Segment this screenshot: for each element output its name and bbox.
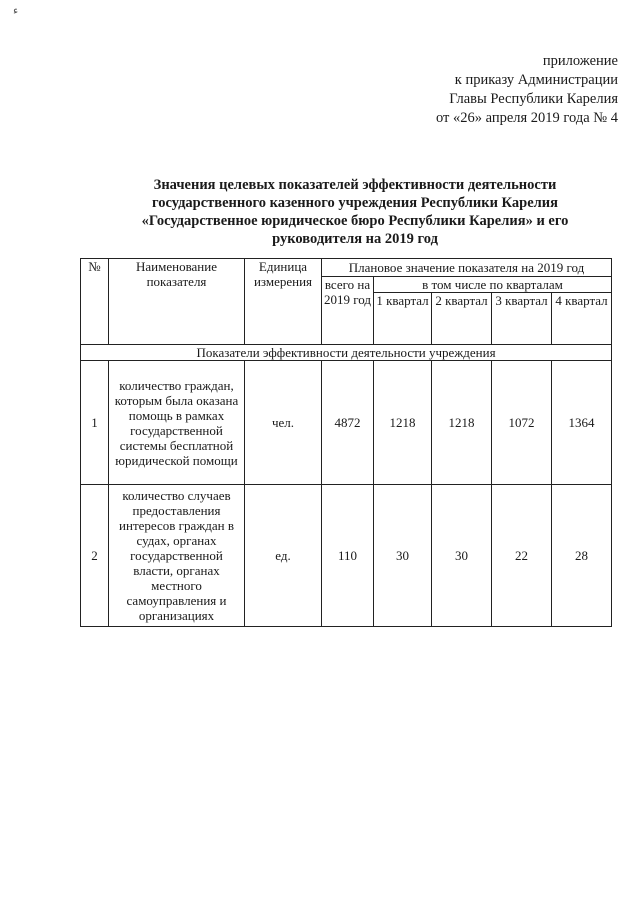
title-line-2: государственного казенного учреждения Республики Карелия	[152, 195, 558, 211]
appendix-line-3: Главы Республики Карелия	[449, 91, 618, 107]
row-q2: 1218	[432, 361, 492, 485]
row-num: 1	[81, 361, 109, 485]
row-indicator-name: количество граждан, которым была оказана помощь в рамках государственной системы бесплатной юридической помощи	[109, 361, 245, 485]
row-total: 110	[322, 485, 374, 627]
document-title	[100, 176, 610, 248]
corner-mark: ء	[13, 5, 19, 17]
appendix-line-1: приложение	[542, 53, 618, 69]
row-q1: 30	[374, 485, 432, 627]
title-line-3: «Государственное юридическое бюро Республики Карелия» и его	[141, 213, 569, 229]
row-indicator-name: количество случаев предоставления интересов граждан в судах, органах государственной власти, органах местного самоуправления и организациях	[109, 485, 245, 627]
title-line-4: руководителя на 2019 год	[272, 231, 438, 247]
header-plan: Плановое значение показателя на 2019 год	[322, 259, 612, 277]
title-line-1: Значения целевых показателей эффективности деятельности	[153, 177, 557, 193]
kpi-table	[80, 258, 612, 627]
appendix-line-2: к приказу Администрации	[454, 72, 618, 88]
row-q1: 1218	[374, 361, 432, 485]
header-q2: 2 квартал	[432, 293, 492, 345]
header-q4: 4 квартал	[552, 293, 612, 345]
row-q4: 1364	[552, 361, 612, 485]
header-by-quarter: в том числе по кварталам	[374, 277, 612, 293]
header-q3: 3 квартал	[492, 293, 552, 345]
row-q4: 28	[552, 485, 612, 627]
header-q1: 1 квартал	[374, 293, 432, 345]
row-num: 2	[81, 485, 109, 627]
table-row	[81, 361, 612, 485]
appendix-block	[436, 52, 618, 128]
header-name: Наименование показателя	[109, 259, 245, 345]
row-q3: 1072	[492, 361, 552, 485]
row-unit: чел.	[245, 361, 322, 485]
header-num: №	[81, 259, 109, 345]
header-total: всего на 2019 год	[322, 277, 374, 345]
row-unit: ед.	[245, 485, 322, 627]
appendix-line-4: от «26» апреля 2019 года № 4	[435, 110, 618, 126]
table-row	[81, 485, 612, 627]
header-unit: Единица измерения	[245, 259, 322, 345]
row-q2: 30	[432, 485, 492, 627]
section-title: Показатели эффективности деятельности учреждения	[81, 345, 612, 361]
row-q3: 22	[492, 485, 552, 627]
row-total: 4872	[322, 361, 374, 485]
